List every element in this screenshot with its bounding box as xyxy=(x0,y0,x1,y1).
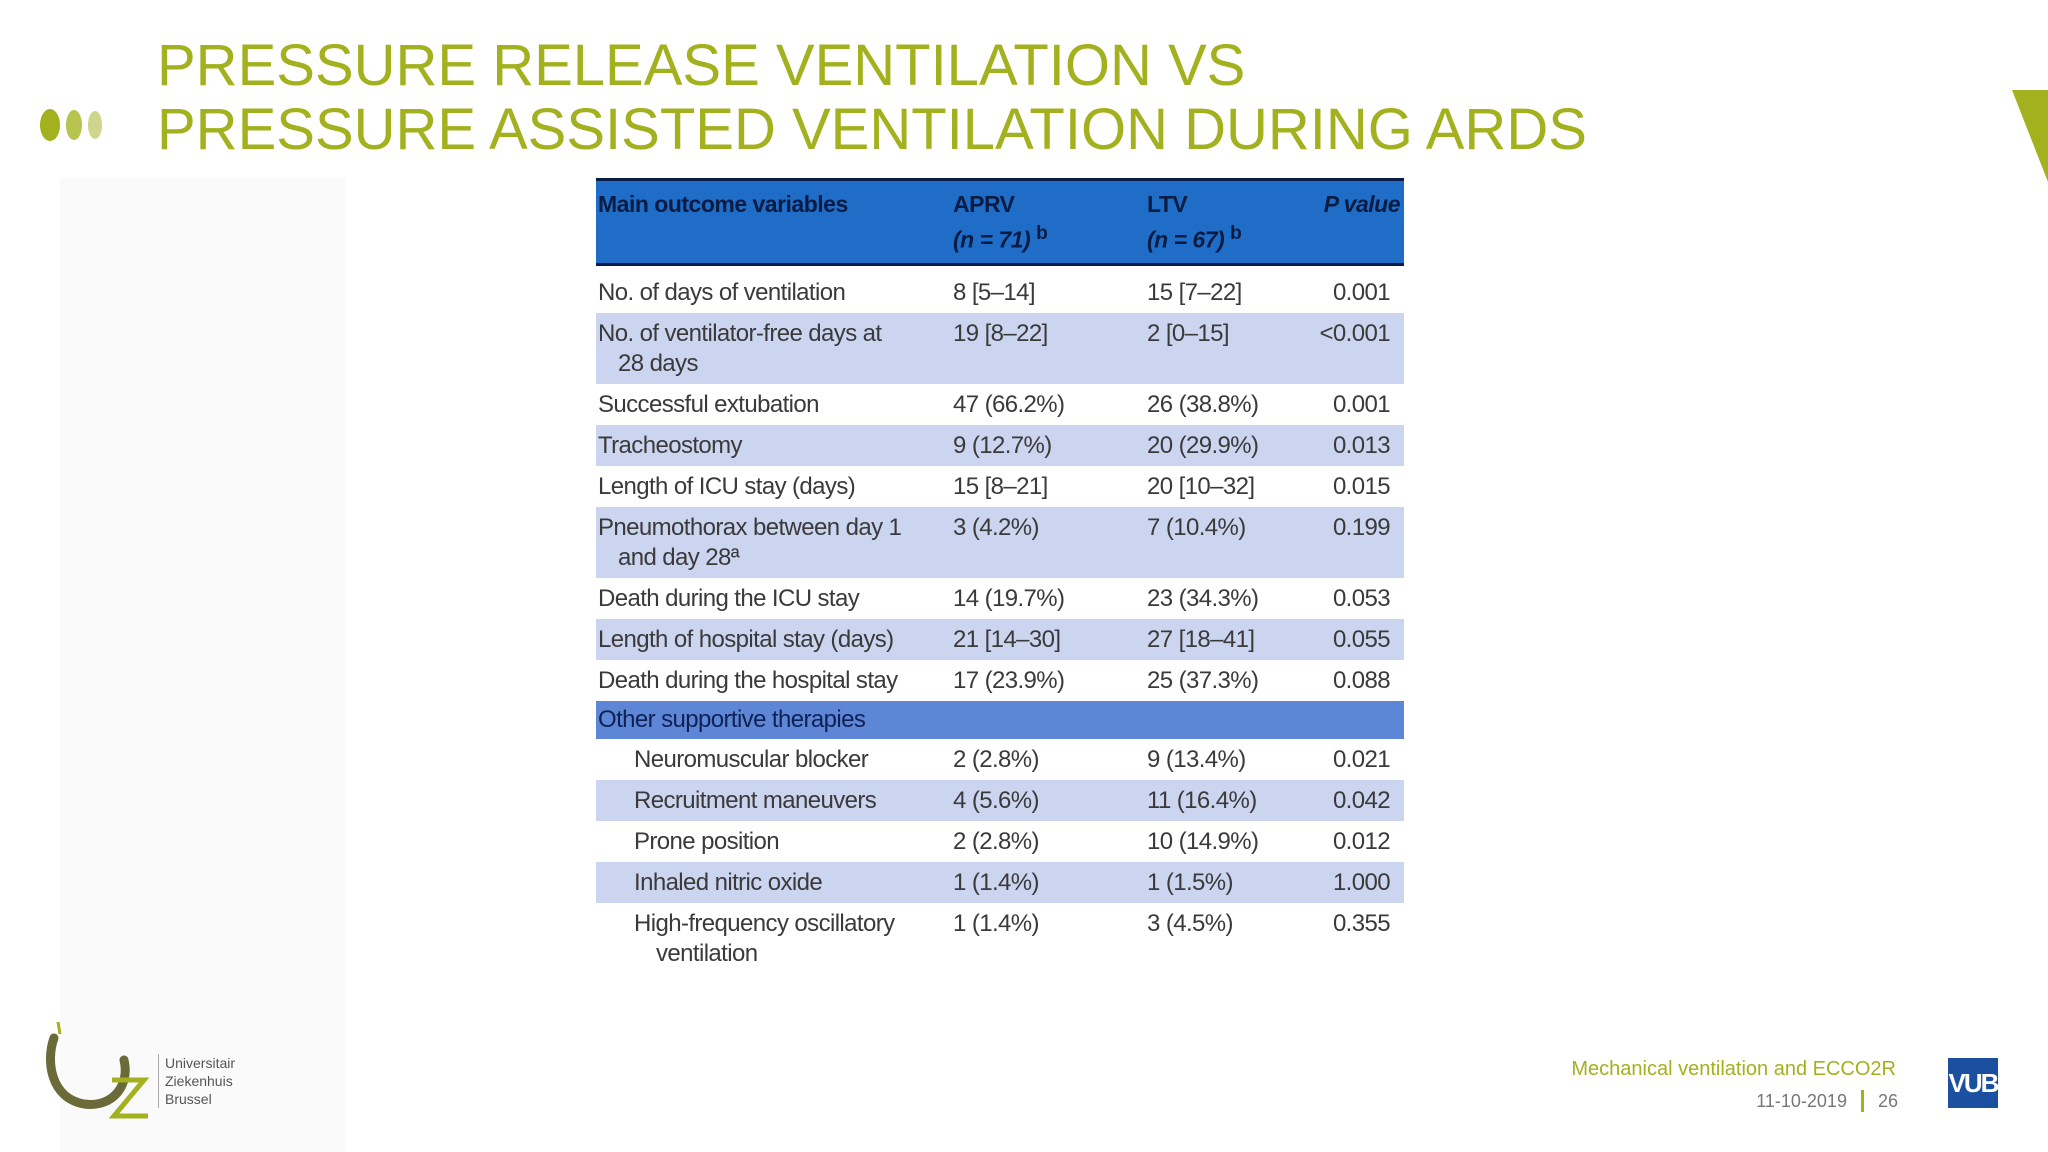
row-p-value: 0.015 xyxy=(1332,472,1390,500)
row-p-value: 0.021 xyxy=(1332,745,1390,773)
row-p-value: 0.012 xyxy=(1332,827,1390,855)
table-row xyxy=(596,821,1404,862)
table-row xyxy=(596,272,1404,313)
row-aprv: 14 (19.7%) xyxy=(953,584,1065,612)
left-background-panel xyxy=(60,178,346,1152)
row-aprv: 19 [8–22] xyxy=(953,319,1048,347)
row-ltv: 2 [0–15] xyxy=(1147,319,1229,347)
row-aprv: 3 (4.2%) xyxy=(953,513,1039,541)
table-row xyxy=(596,660,1404,701)
table-row xyxy=(596,862,1404,903)
table-row xyxy=(596,780,1404,821)
row-p-value: 0.042 xyxy=(1332,786,1390,814)
row-ltv: 20 [10–32] xyxy=(1147,472,1255,500)
presentation-date: 11-10-2019 xyxy=(1756,1090,1847,1111)
row-label: High-frequency oscillatory ventilation xyxy=(634,909,895,967)
corner-triangle-icon xyxy=(2012,90,2048,182)
header-aprv: APRV (n = 71) $^b$ xyxy=(953,191,1048,253)
row-label: Death during the hospital stay xyxy=(598,666,898,694)
row-label: No. of days of ventilation xyxy=(598,278,846,306)
presentation-title: Mechanical ventilation and ECCO2R xyxy=(1571,1058,1896,1080)
row-label: Prone position xyxy=(634,827,780,855)
row-label: Length of hospital stay (days) xyxy=(598,625,894,653)
row-p-value: 0.053 xyxy=(1332,584,1390,612)
row-p-value: 0.055 xyxy=(1332,625,1390,653)
row-label: Neuromuscular blocker xyxy=(634,745,869,773)
table-row xyxy=(596,903,1404,974)
row-ltv: 26 (38.8%) xyxy=(1147,390,1259,418)
bullet-dot-icon xyxy=(66,110,82,140)
header-p-value: P value xyxy=(1323,191,1400,217)
row-aprv: 1 (1.4%) xyxy=(953,868,1039,896)
page-number: 26 xyxy=(1877,1090,1898,1111)
row-p-value: 0.355 xyxy=(1332,909,1390,937)
row-label: Inhaled nitric oxide xyxy=(634,868,823,896)
bullet-dot-icon xyxy=(88,111,102,139)
row-p-value: 0.199 xyxy=(1332,513,1390,541)
uz-brussel-logo-text: Universitair Ziekenhuis Brussel xyxy=(158,1054,235,1108)
header-outcome-variables: Main outcome variables xyxy=(598,191,848,217)
row-aprv: 4 (5.6%) xyxy=(953,786,1039,814)
bullet-dot-icon xyxy=(40,109,60,141)
table-row xyxy=(596,739,1404,780)
table-row xyxy=(596,425,1404,466)
row-ltv: 23 (34.3%) xyxy=(1147,584,1259,612)
slide-title-line1: PRESSURE RELEASE VENTILATION VS xyxy=(157,33,1246,98)
row-ltv: 1 (1.5%) xyxy=(1147,868,1233,896)
outcome-table xyxy=(596,178,1404,974)
table-body xyxy=(596,264,1404,974)
row-label: No. of ventilator-free days at 28 days xyxy=(598,319,882,377)
table-section-header xyxy=(596,701,1404,739)
row-ltv: 20 (29.9%) xyxy=(1147,431,1259,459)
row-aprv: 8 [5–14] xyxy=(953,278,1035,306)
slide-title xyxy=(157,34,1717,162)
row-aprv: 17 (23.9%) xyxy=(953,666,1065,694)
row-ltv: 7 (10.4%) xyxy=(1147,513,1246,541)
table-row xyxy=(596,384,1404,425)
row-aprv: 9 (12.7%) xyxy=(953,431,1052,459)
row-aprv: 1 (1.4%) xyxy=(953,909,1039,937)
table-header-row xyxy=(596,180,1404,265)
title-bullet-icon xyxy=(40,108,102,142)
row-p-value: 0.088 xyxy=(1332,666,1390,694)
row-ltv: 15 [7–22] xyxy=(1147,278,1242,306)
row-label: Recruitment maneuvers xyxy=(634,786,877,814)
row-label: Length of ICU stay (days) xyxy=(598,472,856,500)
slide-title-line2: PRESSURE ASSISTED VENTILATION DURING ARDS xyxy=(157,97,1587,162)
row-label: Pneumothorax between day 1 and day 28ª xyxy=(598,513,902,571)
row-label: Tracheostomy xyxy=(598,431,742,459)
row-ltv: 25 (37.3%) xyxy=(1147,666,1259,694)
table-row xyxy=(596,578,1404,619)
row-label: Successful extubation xyxy=(598,390,819,418)
section-label: Other supportive therapies xyxy=(596,701,1404,739)
row-p-value: 1.000 xyxy=(1332,868,1390,896)
footer-separator xyxy=(1861,1090,1864,1112)
table-row xyxy=(596,619,1404,660)
table-row xyxy=(596,466,1404,507)
row-ltv: 3 (4.5%) xyxy=(1147,909,1233,937)
header-ltv: LTV (n = 67) $^b$ xyxy=(1147,191,1242,253)
row-ltv: 11 (16.4%) xyxy=(1147,786,1257,814)
row-p-value: 0.001 xyxy=(1332,390,1390,418)
table-row xyxy=(596,507,1404,578)
table-row xyxy=(596,313,1404,384)
row-p-value: 0.001 xyxy=(1332,278,1390,306)
row-aprv: 2 (2.8%) xyxy=(953,827,1039,855)
row-ltv: 27 [18–41] xyxy=(1147,625,1255,653)
footer-meta xyxy=(1756,1090,1898,1112)
row-aprv: 21 [14–30] xyxy=(953,625,1061,653)
row-aprv: 47 (66.2%) xyxy=(953,390,1065,418)
row-p-value: <0.001 xyxy=(1319,319,1390,347)
row-aprv: 15 [8–21] xyxy=(953,472,1048,500)
vub-logo-icon: VUB xyxy=(1948,1058,1998,1108)
row-ltv: 10 (14.9%) xyxy=(1147,827,1259,855)
row-ltv: 9 (13.4%) xyxy=(1147,745,1246,773)
row-p-value: 0.013 xyxy=(1332,431,1390,459)
row-aprv: 2 (2.8%) xyxy=(953,745,1039,773)
row-label: Death during the ICU stay xyxy=(598,584,860,612)
